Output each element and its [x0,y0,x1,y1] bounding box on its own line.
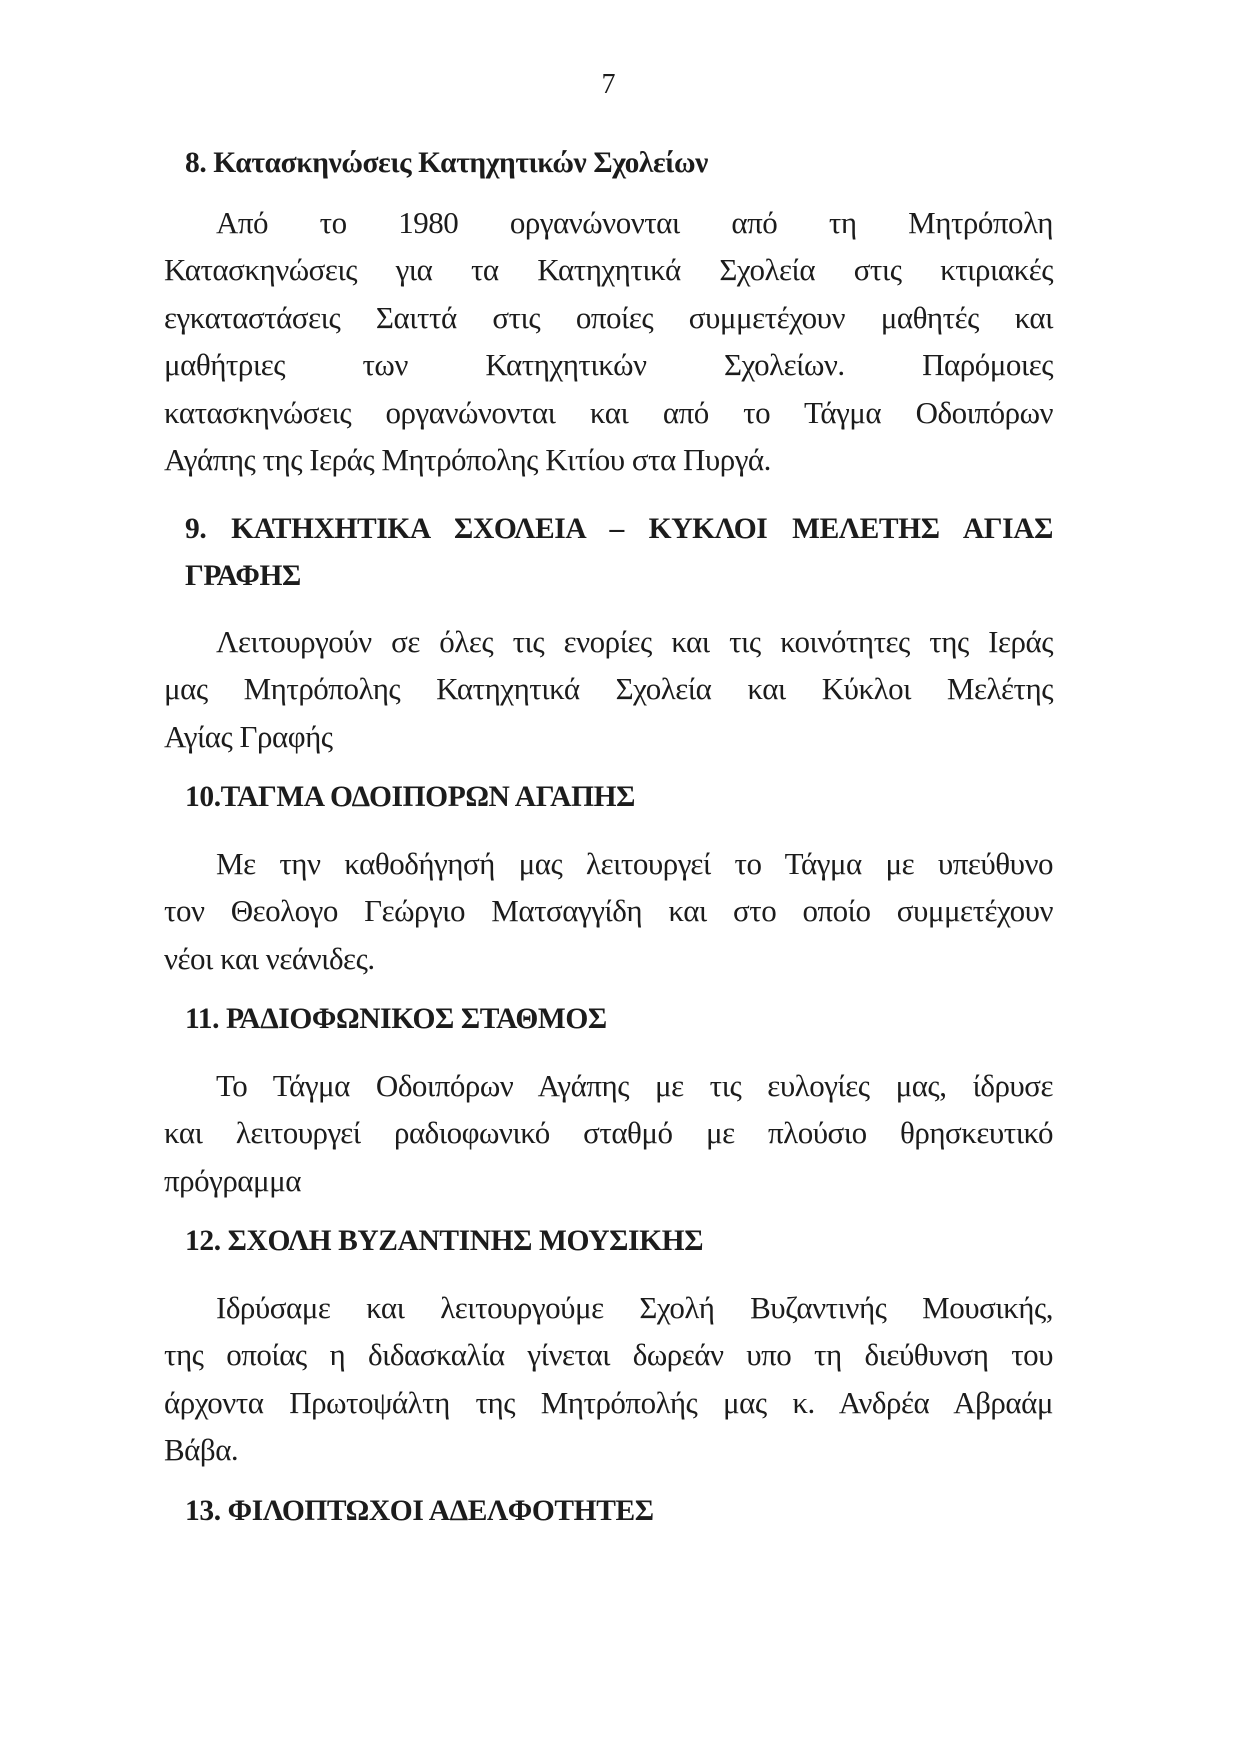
section-12-byzantine-music-school [164,1218,1053,1474]
section-9-catechetical-schools [164,506,1053,761]
paragraph-line: Κατασκηνώσεις για τα Κατηχητικά Σχολεία στις κτιριακές [164,252,1053,287]
paragraph-line: κατασκηνώσεις οργανώνονται και από το Τάγμα Οδοιπόρων [164,394,1053,430]
section-13-philoptochos-brotherhoods [164,1488,1053,1536]
section-paragraph [164,199,1053,484]
section-paragraph [164,1284,1053,1474]
section-heading: 13. ΦΙΛΟΠΤΩΧΟΙ ΑΔΕΛΦΟΤΗΤΕΣ [185,1494,654,1527]
section-paragraph [164,1062,1053,1205]
paragraph-line: Από το 1980 οργανώνονται από τη Μητρόπολη [216,204,1053,240]
heading-line: 9. ΚΑΤΗΧΗΤΙΚΑ ΣΧΟΛΕΙΑ – ΚΥΚΛΟΙ ΜΕΛΕΤΗΣ ΑΓΙΑΣ [185,512,1053,545]
paragraph-line: μας Μητρόπολης Κατηχητικά Σχολεία και Κύκλοι Μελέτης [164,671,1053,706]
section-paragraph [164,618,1053,761]
page-number: 7 [601,69,616,100]
section-heading [164,506,1053,601]
paragraph-line: Με την καθοδήγησή μας λειτουργεί το Τάγμα με υπεύθυνο [216,845,1053,881]
paragraph-line: Βάβα. [164,1432,239,1467]
paragraph-line: Ιδρύσαμε και λειτουργούμε Σχολή Βυζαντινής Μουσικής, [216,1289,1053,1325]
paragraph-line: Αγάπης της Ιεράς Μητρόπολης Κιτίου στα Πυργά. [164,442,771,477]
paragraph-line: Αγίας Γραφής [164,718,333,754]
heading-line: ΓΡΑΦΗΣ [185,560,301,592]
paragraph-line: τον Θεολογο Γεώργιο Ματσαγγίδη και στο οποίο συμμετέχουν [164,893,1053,928]
section-11-radio-station [164,996,1053,1204]
section-8-camps [164,140,1053,484]
paragraph-line: μαθήτριες των Κατηχητικών Σχολείων. Παρόμοιες [164,347,1053,382]
paragraph-line: Λειτουργούν σε όλες τις ενορίες και τις κοινότητες της Ιεράς [216,623,1053,659]
section-heading: 10.ΤΑΓΜΑ ΟΔΟΙΠΟΡΩΝ ΑΓΑΠΗΣ [185,781,636,813]
paragraph-line: εγκαταστάσεις Σαιττά στις οποίες συμμετέχουν μαθητές και [164,299,1053,335]
paragraph-line: και λειτουργεί ραδιοφωνικό σταθμό με πλούσιο θρησκευτικό [164,1115,1053,1150]
paragraph-line: πρόγραμμα [164,1162,302,1198]
paragraph-line: νέοι και νεάνιδες. [164,940,375,976]
paragraph-line: άρχοντα Πρωτοψάλτη της Μητρόπολής μας κ. Ανδρέα Αβραάμ [164,1384,1053,1420]
section-heading: 8. Κατασκηνώσεις Κατηχητικών Σχολείων [185,147,708,179]
section-10-order-of-love [164,774,1053,982]
section-heading: 11. ΡΑΔΙΟΦΩΝΙΚΟΣ ΣΤΑΘΜΟΣ [185,1003,607,1035]
section-paragraph [164,840,1053,983]
section-heading: 12. ΣΧΟΛΗ ΒΥΖΑΝΤΙΝΗΣ ΜΟΥΣΙΚΗΣ [185,1225,704,1257]
paragraph-line: Το Τάγμα Οδοιπόρων Αγάπης με τις ευλογίες μας, ίδρυσε [216,1067,1053,1103]
paragraph-line: της οποίας η διδασκαλία γίνεται δωρεάν υπο τη διεύθυνση του [164,1337,1053,1372]
